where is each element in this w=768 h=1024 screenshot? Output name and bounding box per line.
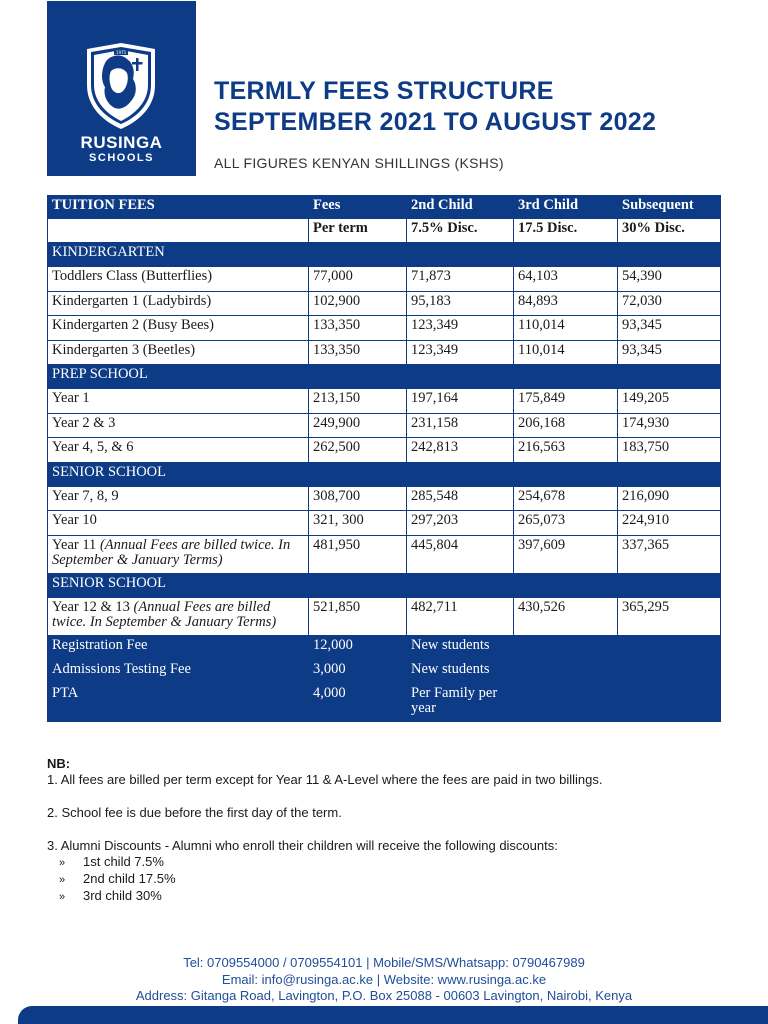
fee-cell: 216,090 xyxy=(618,486,721,511)
section-title: SENIOR SCHOOL xyxy=(48,573,721,597)
table-row xyxy=(48,340,721,365)
fee-cell: 93,345 xyxy=(618,340,721,365)
table-row xyxy=(48,535,721,573)
row-label xyxy=(48,389,309,414)
row-label xyxy=(48,413,309,438)
fee-cell: 285,548 xyxy=(407,486,514,511)
table-row xyxy=(48,486,721,511)
contact-address: Address: Gitanga Road, Lavington, P.O. Box 25088 - 00603 Lavington, Nairobi, Kenya xyxy=(135,988,633,1003)
row-label-note: (Annual Fees are billed twice. In September & January Terms) xyxy=(52,598,277,631)
note-bullet xyxy=(47,854,602,871)
table-row xyxy=(48,511,721,536)
fee-cell: 72,030 xyxy=(618,291,721,316)
note-bullet xyxy=(47,871,602,888)
bullet-icon: » xyxy=(59,891,66,903)
fee-cell: 337,365 xyxy=(618,535,721,573)
fee-cell: 481,950 xyxy=(309,535,407,573)
row-label xyxy=(48,291,309,316)
section-row xyxy=(48,365,721,389)
fee-cell: 133,350 xyxy=(309,340,407,365)
notes-section xyxy=(47,756,602,905)
row-label-note: (Annual Fees are billed twice. In September & January Terms) xyxy=(52,536,291,569)
note-item: 3. Alumni Discounts - Alumni who enroll their children will receive the following discounts: xyxy=(47,838,558,853)
fees-table xyxy=(47,195,721,722)
fee-cell: 123,349 xyxy=(407,340,514,365)
extra-fee-note: Per Family per year xyxy=(407,683,514,721)
note-bullet-text: 1st child 7.5% xyxy=(83,854,164,869)
section-title: KINDERGARTEN xyxy=(48,243,721,267)
fee-cell: 445,804 xyxy=(407,535,514,573)
extra-fee-note: New students xyxy=(407,635,514,659)
row-label xyxy=(48,316,309,341)
row-label xyxy=(48,597,309,635)
note-bullet xyxy=(47,888,602,905)
table-row xyxy=(48,267,721,292)
fee-cell: 521,850 xyxy=(309,597,407,635)
fee-cell: 174,930 xyxy=(618,413,721,438)
row-label-text: Year 2 & 3 xyxy=(52,414,116,431)
row-label-text: Toddlers Class (Butterflies) xyxy=(52,268,213,284)
contact-email-website: Email: info@rusinga.ac.ke | Website: www.rusinga.ac.ke xyxy=(221,971,547,987)
fee-cell: 242,813 xyxy=(407,438,514,463)
column-header: 3rd Child xyxy=(514,196,618,219)
section-row xyxy=(48,462,721,486)
row-label xyxy=(48,511,309,536)
extra-fee-amount: 4,000 xyxy=(309,683,407,721)
fee-cell: 149,205 xyxy=(618,389,721,414)
table-row xyxy=(48,291,721,316)
fee-cell: 231,158 xyxy=(407,413,514,438)
extra-fee-amount: 3,000 xyxy=(309,659,407,683)
note-bullet-text: 2nd child 17.5% xyxy=(83,871,176,886)
fee-cell: 133,350 xyxy=(309,316,407,341)
fee-cell: 254,678 xyxy=(514,486,618,511)
page-subtitle: ALL FIGURES KENYAN SHILLINGS (KSHS) xyxy=(214,155,504,171)
fee-cell: 430,526 xyxy=(514,597,618,635)
column-header: 2nd Child xyxy=(407,196,514,219)
row-label-text: Year 12 & 13 xyxy=(52,598,134,615)
column-subheader: 30% Disc. xyxy=(618,219,721,243)
table-subheader-row xyxy=(48,219,721,243)
column-header: TUITION FEES xyxy=(48,196,309,219)
table-row xyxy=(48,413,721,438)
fee-cell: 77,000 xyxy=(309,267,407,292)
fee-cell: 308,700 xyxy=(309,486,407,511)
section-title: SENIOR SCHOOL xyxy=(48,462,721,486)
table-row xyxy=(48,389,721,414)
column-header: Fees xyxy=(309,196,407,219)
logo-name: RUSINGA xyxy=(80,133,163,152)
contact-footer xyxy=(0,955,768,1005)
fee-cell: 224,910 xyxy=(618,511,721,536)
row-label-text: Year 11 xyxy=(52,536,100,553)
fee-cell: 365,295 xyxy=(618,597,721,635)
row-label-text: Kindergarten 1 (Ladybirds) xyxy=(52,292,212,309)
fee-cell: 64,103 xyxy=(514,267,618,292)
table-header-row xyxy=(48,196,721,219)
fee-cell: 102,900 xyxy=(309,291,407,316)
extra-fee-label: Admissions Testing Fee xyxy=(48,659,309,683)
note-item: 2. School fee is due before the first day of the term. xyxy=(47,805,342,820)
fee-cell: 216,563 xyxy=(514,438,618,463)
page-title-line-2: SEPTEMBER 2021 TO AUGUST 2022 xyxy=(214,108,657,136)
bullet-icon: » xyxy=(59,857,66,869)
fee-cell: 262,500 xyxy=(309,438,407,463)
row-label xyxy=(48,267,309,292)
section-row xyxy=(48,573,721,597)
fee-cell: 197,164 xyxy=(407,389,514,414)
lion-crest-icon xyxy=(81,41,161,131)
contact-phone: Tel: 0709554000 / 0709554101 | Mobile/SMS/Whatsapp: 0790467989 xyxy=(183,955,585,970)
fee-cell: 175,849 xyxy=(514,389,618,414)
table-row xyxy=(48,438,721,463)
row-label-text: Kindergarten 3 (Beetles) xyxy=(52,341,196,358)
column-header: Subsequent xyxy=(618,196,721,219)
note-bullet-text: 3rd child 30% xyxy=(83,888,162,903)
row-label xyxy=(48,486,309,511)
fee-cell: 397,609 xyxy=(514,535,618,573)
school-logo xyxy=(47,1,196,176)
column-subheader: 7.5% Disc. xyxy=(407,219,514,243)
column-subheader: Per term xyxy=(309,219,407,243)
fee-cell: 213,150 xyxy=(309,389,407,414)
extra-fee-label: Registration Fee xyxy=(48,635,309,659)
fee-cell: 482,711 xyxy=(407,597,514,635)
note-item: 1. All fees are billed per term except for Year 11 & A-Level where the fees are paid in two billings. xyxy=(47,772,603,787)
notes-title: NB: xyxy=(47,756,71,771)
row-label-text: Year 10 xyxy=(52,512,97,528)
row-label xyxy=(48,438,309,463)
table-row xyxy=(48,316,721,341)
bullet-icon: » xyxy=(59,874,66,886)
row-label xyxy=(48,535,309,573)
fee-cell: 321, 300 xyxy=(309,511,407,536)
fee-cell: 297,203 xyxy=(407,511,514,536)
extra-fee-label: PTA xyxy=(48,683,309,721)
fee-cell: 123,349 xyxy=(407,316,514,341)
extra-fee-amount: 12,000 xyxy=(309,635,407,659)
fee-cell: 249,900 xyxy=(309,413,407,438)
blank-cell xyxy=(514,635,721,721)
table-row xyxy=(48,597,721,635)
fee-cell: 95,183 xyxy=(407,291,514,316)
fee-cell: 84,893 xyxy=(514,291,618,316)
fee-cell: 183,750 xyxy=(618,438,721,463)
logo-year: 1975 xyxy=(115,50,127,55)
fee-cell: 71,873 xyxy=(407,267,514,292)
fee-cell: 206,168 xyxy=(514,413,618,438)
fee-cell: 54,390 xyxy=(618,267,721,292)
fee-cell: 265,073 xyxy=(514,511,618,536)
row-label-text: Year 1 xyxy=(52,390,90,406)
page-title-line-1: TERMLY FEES STRUCTURE xyxy=(214,77,554,105)
logo-subtitle: SCHOOLS xyxy=(89,152,154,164)
row-label-text: Year 7, 8, 9 xyxy=(52,487,119,504)
extra-fee-row xyxy=(48,635,721,659)
fee-cell: 93,345 xyxy=(618,316,721,341)
section-title: PREP SCHOOL xyxy=(48,365,721,389)
extra-fee-note: New students xyxy=(407,659,514,683)
fees-table-body xyxy=(48,196,721,722)
column-subheader: 17.5 Disc. xyxy=(514,219,618,243)
row-label-text: Kindergarten 2 (Busy Bees) xyxy=(52,317,215,333)
fee-cell: 110,014 xyxy=(514,340,618,365)
fee-cell: 110,014 xyxy=(514,316,618,341)
row-label xyxy=(48,340,309,365)
column-subheader xyxy=(48,219,309,243)
footer-bar xyxy=(18,1006,768,1024)
row-label-text: Year 4, 5, & 6 xyxy=(52,439,134,455)
section-row xyxy=(48,243,721,267)
